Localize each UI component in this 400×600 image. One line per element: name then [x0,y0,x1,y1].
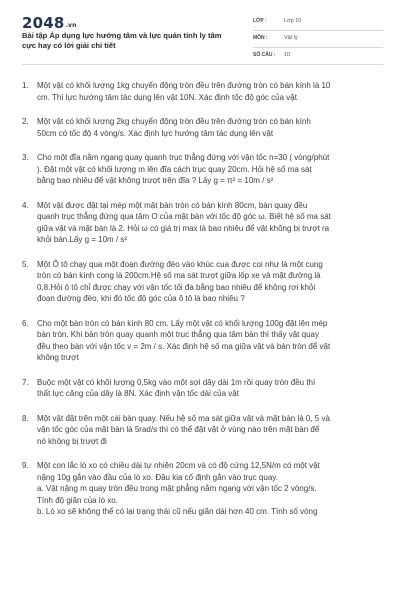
question-line: đều theo bàn với vận tốc v = 2m / s. Xác định hệ số ma giữa vật và bàn tròn để vật [37,341,331,351]
question-line: Một Ô tô chạy qua một đoạn đường đèo vào khúc cua được coi như là một cung [37,259,323,269]
question-text [37,152,380,187]
question-item [0,377,400,400]
question-item [0,318,400,364]
question-line: nó không bị trượt đi [37,436,107,446]
meta-value: 10 [284,52,291,58]
question-item [0,152,400,187]
question-number: 5. [22,259,29,269]
logo-suffix: .vn [65,22,77,29]
question-line: thất lực căng của dây là 8N. Xác định vận tốc dài của vật [37,389,239,398]
question-line: Một vật đặt trên một cái bàn quay. Nếu hệ số ma sát giữa vật và mặt bàn là 0, 5 và [37,413,330,423]
question-text [37,116,380,139]
question-number: 3. [22,153,29,162]
question-line: bàn tròn. Khi bàn tròn quay quanh một trục thẳng qua tâm bàn thì thấy vật quay [37,330,319,339]
question-line: khỏi bàn.Lấy g = 10m / s² [37,235,128,244]
question-line: Tính độ giãn của lò xo. [37,495,118,505]
meta-value: Lớp 10 [284,18,302,24]
question-line: Cho một bàn tròn có bán kính 80 cm. Lấy một vật có khối lượng 100g đặt lên mép [37,318,328,328]
question-item [0,116,400,139]
question-line: nặng 10g gắn vào đầu của lò xo. Đầu kia cố định gắn vào trục quay. [37,472,278,482]
question-line: không trượt [37,353,79,362]
meta-value: Vật lý [284,35,298,41]
meta-label: LỚP : [253,18,267,24]
meta-info [253,14,383,65]
question-number: 8. [22,413,29,423]
question-line: ). Đặt một vật có khối lượng m lên đĩa cách trục quay 20cm. Hỏi hệ số ma sát [37,164,312,174]
question-number: 6. [22,318,29,328]
question-line: Một con lắc lò xo có chiều dài tự nhiên 20cm và có độ cứng 12,5N/m có một vật [37,461,320,470]
question-number: 7. [22,377,29,387]
question-line: a. Vật nặng m quay tròn đều trong mặt phẳng nằm ngang với vận tốc 2 vòng/s. [37,484,317,493]
question-text [37,413,380,448]
meta-row-count [253,48,383,65]
question-line: vận tốc góc của mặt bàn là 5rad/s thì có thể đặt vật ở vùng nào trên mặt bàn để [37,425,320,434]
question-item [0,200,400,246]
question-text [37,460,380,518]
logo-text: 2048 [22,14,65,32]
question-line: tròn có bán kính cong là 200cm.Hệ số ma sát trượt giữa lốp xe và mặt đường là [37,271,321,280]
question-text [37,200,380,246]
question-line: Cho một đĩa nằm ngang quay quanh trục thẳng đứng với vận tốc n=30 ( vòng/phút [37,153,330,162]
question-text [37,80,380,103]
question-line: 0,8.Hỏi ô tô chỉ được chạy với vận tốc tối đa bằng bao nhiêu để không rơi khỏi [37,282,316,292]
question-line: đoạn đường đèo, khi đó tốc độ góc của ô tô là bao nhiêu ? [37,294,245,303]
meta-row-class [253,14,383,31]
question-text [37,259,380,305]
question-line: Một vật có khối lượng 1kg chuyển động tròn đều trên đường tròn có bán kính là 10 [37,81,331,90]
meta-label: MÔN : [253,35,268,41]
meta-label: SỐ CÂU : [253,52,276,58]
question-item [0,259,400,305]
question-line: giữa vật và mặt bàn là 2. Hỏi ω có giá trị max là bao nhiêu để vật không bị trượt ra [37,223,330,233]
header-divider [22,64,380,65]
question-line: bằng bao nhiêu để vật không trượt trên đĩa ? Lấy g = π² = 10m / s² [37,176,274,185]
question-line: b. Lò xo sẽ không thể có lại trạng thái cũ nếu giãn dài hơn 40 cm. Tính số vòng [37,507,318,516]
question-number: 1. [22,81,29,90]
question-line: Một vật được đặt tại mép một mặt bàn tròn có bán kính 80cm, bàn quay đều [37,200,308,210]
question-line: Một vật có khối lượng 2kg chuyển động tròn đều trên đường tròn có bán kính [37,117,311,126]
question-line: 50cm có tốc độ 4 vòng/s. Xác định lực hướng tâm tác dụng lên vật [37,128,274,138]
question-number: 4. [22,200,29,210]
question-text [37,318,380,364]
question-item [0,413,400,448]
question-item [0,80,400,103]
question-text [37,377,380,400]
question-line: quanh trục thẳng đứng qua tâm O của mặt bàn với tốc độ góc ω. Biết hệ số ma sát [37,212,331,221]
question-list [0,80,400,518]
question-line: Buộc một vật có khối lượng 0,5kg vào một sợi dây dài 1m rồi quay tròn đều thì [37,377,316,387]
question-item [0,460,400,518]
meta-row-subject [253,31,383,48]
page-header [0,0,400,62]
question-number: 9. [22,461,29,470]
question-line: cm. Thì lực hướng tâm tác dụng lên vật 10N. Xác định tốc độ góc của vật [37,92,297,102]
question-number: 2. [22,117,29,126]
site-logo[interactable] [22,14,77,32]
page-title: Bài tập Áp dụng lực hướng tâm và lực quán tính ly tâm cực hay có lời giải chi tiết [22,31,222,50]
